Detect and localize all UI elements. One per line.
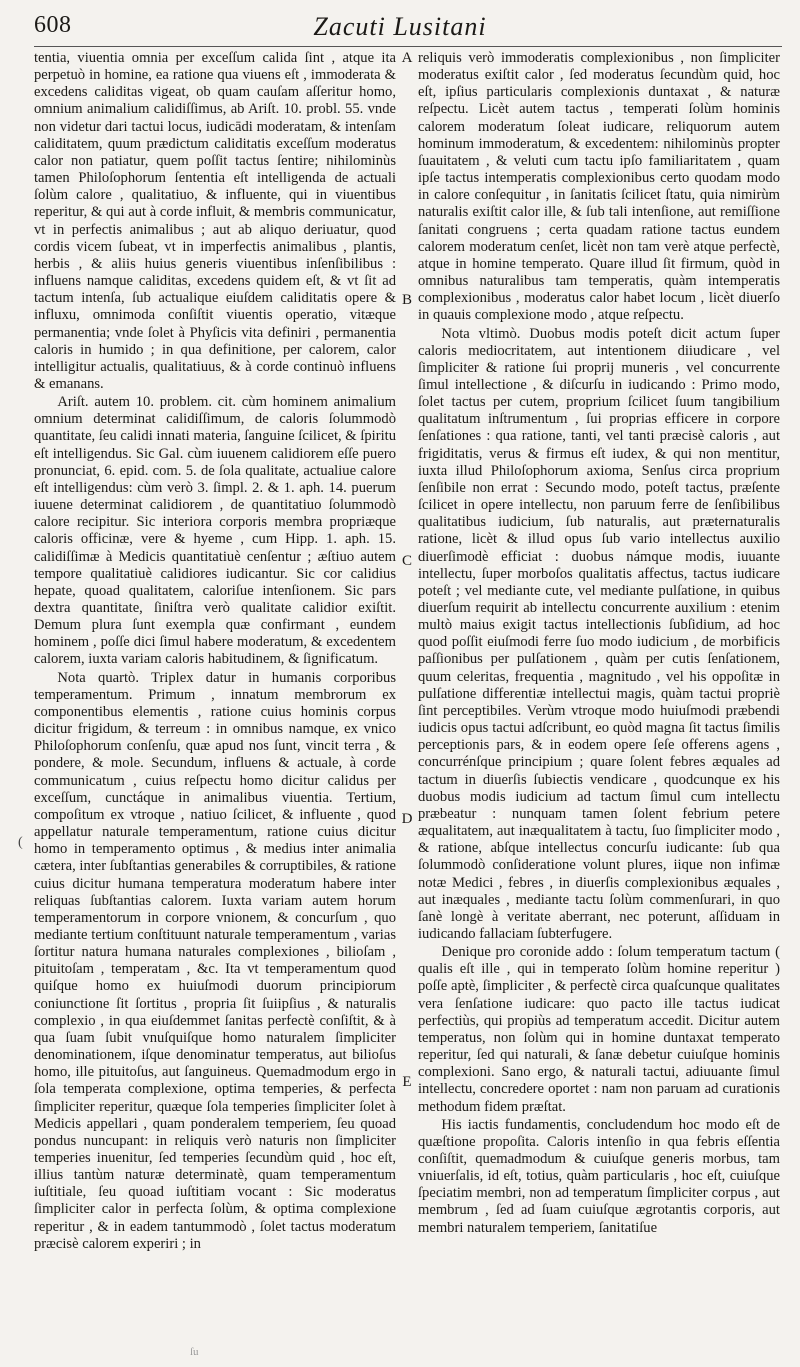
right-column <box>418 50 780 1356</box>
section-marker-a: A <box>401 50 413 66</box>
paragraph: Denique pro coronide addo : ſolum temperatum tactum ( qualis eſt ille , qui in temperato ſolùm homine reperitur ) poſſe aptè, ſimpliciter , & perfectè circa quaſcunque qualitates vera ſenſatione iudicare: quo pacto ille tactus iudicat perfectiùs, qui propiùs ad temperatum accedit. Dicitur autem temperatus, non ſolùm qui in homine duntaxat temperato reperitur, ſed qui naturali, & ſanæ debetur cuiuſque hominis complexioni. Sano ergo, & naturali tactui, adiuuante ſimul intellectu, concredere oportet : nam non paruam ad curationis methodum fidem præſtat. <box>418 944 780 1115</box>
paragraph: reliquis verò immoderatis complexionibus , non ſimpliciter moderatus exiſtit calor , ſed moderatus ſecundùm quid, hoc eſt, ipſius particularis complexionis duntaxat , & naturæ reſpectu. Licèt autem tactus , temperati ſolùm hominis calorem moderatum ſoleat iudicare, reliquorum autem hominum immoderatum, & excedentem: nihilominùs propter ſuauitatem , & veluti cum tactu ipſo familiaritatem , quam ipſe tactus intemperatis complexionibus certo quodam modo in calore conſequitur , in ſanitatis ſcilicet ſtatu, quia nimirùm naturalis exiſtit calor ille, & ſub tali intenſione, aut remiſſione ſanitati congruens ; certa quadam ratione tactus eundem calorem moderatum cenſet, licèt non tam verè atque perfectè, atque in homine temperato. Quare illud ſit firmum, quòd in omnibus naturalibus tam temperatis, quàm intemperatis complexionibus , moderatus calor habet locum , licèt diuerſo in quauis complexione modo , atque reſpectu. <box>418 50 780 324</box>
page-number: 608 <box>34 12 72 38</box>
section-marker-b: B <box>401 292 412 308</box>
running-head: Zacuti Lusitani <box>313 12 487 41</box>
paragraph: Nota quartò. Triplex datur in humanis corporibus temperamentum. Primum , innatum membrorum ex componentibus elementis , ratione cuius hominis corpus dicitur frigidum, & terreum : in omnibus namque, ex vnico Philoſophorum conſenſu, quæ apud nos ſunt, vincit terra , & pondere, & mole. Secundum, influens & actuale, à corde communicatum , cuius reſpectu homo dicitur calidus per exceſſum, cunctáque in animalibus viuentia. Tertium, compoſitum ex vtroque , natiuo ſcilicet, & influente , quod appellatur naturale temperamentum, ratione cuius dicitur homo in temperamento optimus , & medius inter animalia cætera, inter ſubſtantias generabiles & corruptibiles, & ratione cuius dicitur humana temperatura moderatum habere inter reliquas ſubſtantias calorem. Iuxta variam autem horum temperamentorum in corpore vnionem, & concurſum , quo mediante tertium conſtituunt naturale temperamentum , varias ſortitur natura humana naturales complexiones , bilioſam , pituitoſam , temperatam , &c. Ita vt temperamentum quod quiſque homo ex huiuſmodi duorum principiorum coniunctione ſit ſortitus , propria ſit ſuiipſius , & naturalis complexio , in qua eiuſdemmet ſanitas perfectè conſiſtit, & à qua ſuam ſubit vnuſquiſque homo naturalem ſimpliciter denominationem, iſque denominatur temperatus, aut bilioſus homo, ille pituitoſus, aut ſanguineus. Quemadmodum ergo in ſola temperata complexione, optima temperies, & perfecta ſimpliciter reperitur, quæque ſola temperies ſimpliciter ſolet à Medicis appellari , quam ponderalem temperiem, ſeu quoad pondus nuncupant: in reliquis verò naturis non ſimpliciter temperies inuenitur, ſed temperies ſecundùm quid , hoc eſt, illius tantùm naturæ determinatè, quam temperamentum iuſtitiale, ſeu quoad iuſtitiam vocant : Sic moderatus ſimpliciter calor in perfecta ſolùm, & optima complexione reperitur , & in eadem tantummodò , ſolet tactus moderatum præcisè calorem experiri ; in <box>34 669 396 1252</box>
left-margin-mark: ( <box>18 835 23 850</box>
section-marker-d: D <box>401 811 413 827</box>
paragraph: tentia, viuentia omnia per exceſſum calida ſint , atque ita perpetuò in homine, ea ratione qua viuens eſt , immoderata & excedens caliditas vigeat, ob quam cauſam aſſeritur homo, omnium animalium calidiſſimus, ab Ariſt. 10. probl. 55. vnde non videtur dari tactui locus, iudicādi moderatam, & intenſam caliditatem, quum prædictum caliditatis exceſſum moderatus calor non patiatur, quem poſſit tactus ſentire; nihilominùs tamen Philoſophorum ſententia eſt intelligenda de actuali ſolùm calore , qualitatiuo, & influente, qui in viuentibus reperitur, & qui aut à corde influit, & membris communicatur, vt in perfectis animalibus ; aut ab aliquo deriuatur, quod cordis vicem ſubeat, vt in imperfectis animalibus , plantis, herbis , & aliis huius generis viuentibus inſenſibilibus : influens namque caliditas, excedens quidem eſt, & vt ſit ad tactum intenſa, ſub actualique eiuſdem caliditatis opere & influxu, omnimoda conſiſtit viuentis operatio, vitæque permanentia; vnde ſolet à Phyſicis vita definiri , permanentia caloris in humido ; in qua definitione, per calorem, calor intelligitur actualis, qualitatiuus, & à corde continuò influens & emanans. <box>34 50 396 392</box>
section-marker-c: C <box>401 553 412 569</box>
paragraph: Ariſt. autem 10. problem. cit. cùm hominem animalium omnium determinat calidiſſimum, de caloris ſolummodò quantitate, ſeu calidi innati materia, ſanguine ſcilicet, & ſpiritu eſt intelligendus. Sic Gal. cùm iuuenem calidiorem eſſe puero pronunciat, 6. epid. com. 5. de ſola qualitate, actualiue calore eſt intelligendus: cùm verò 3. ſimpl. 2. & 1. aph. 14. puerum iuuene determinat calidiorem , de quantitatiuo ſolummodò calore recipitur. Sic interiora corporis membra propriæque caloris officinæ, vere & hyeme , cum Hipp. 1. aph. 15. calidiſſimæ à Medicis quantitatiuè cenſentur ; æſtiuo autem tempore qualitatiuè calidiores iudicantur. Sic cor calidius hepate, quoad qualitatem, caloriſue intenſionem. Sic pars dextra quantitate, ſiniſtra verò qualitate calidior exiſtit. Demum plura ſunt exempla quæ confirmant , eundem hominem , poſſe dici ſimul habere moderatum, & excedentem calorem, iuxta variam caloris habitudinem, & ſignificatum. <box>34 394 396 668</box>
section-marker-e: E <box>402 1074 412 1090</box>
paragraph: His iactis fundamentis, concludendum hoc modo eſt de quæſtione propoſita. Caloris intenſio in qua febris eſſentia conſiſtit, quemadmodum & cuiuſque generis morbus, tam vniuerſalis, id eſt, totius, quàm particularis , hoc eſt, cuiuſque ſpeciatim membri, non ad temperatum ſimpliciter corpus , aut membrum , ſed ad ſuam cuiuſque ægrotantis corporis, aut membri naturalem temperiem, ſanitatiſue <box>418 1116 780 1236</box>
header-rule <box>34 46 782 47</box>
footer-fragment: ſu <box>190 1346 199 1358</box>
left-column <box>34 50 396 1356</box>
paragraph: Nota vltimò. Duobus modis poteſt dicit actum ſuper caloris mediocritatem, aut intentionem diiudicare , vel ſimpliciter & ratione ſui proprij muneris , vel concurrente ſimul intellectione , & diſcurſu in iudicando : Primo modo, ſolet tactus per cutem, proprium ſcilicet ſuum tangibilium qualitatum inſtrumentum , ſui proprias efficere in corpore ſenſationes : qua ratione, tanti, vel tanti præcisè caloris , aut frigiditatis, verus & firmus eſt iudex, & qui non mentitur, iuxta illud Philoſophorum axioma, Senſus circa proprium ſenſibile non errat : Secundo modo, poteſt tactus, præſente ſcilicet in opere intellectu, non paruum ferre de ſenſibilibus qualitatibus iudicium, ſub naturalis, aut præternaturalis ratione, licèt & illud opus ſub vario intellectus auxilio diuerſimodè efficiat : duobus námque modis, iuuante intellectu, ſuper morboſos qualitatis affectus, tactus iudicare poteſt ; vel mediante cute, vel mediante pulſatione, in quibus diuerſum requirit ab intellectu concurrente auxilium : etenim multò maius exigit tactus intellectionis ſubſidium, ad hoc quod poſſit eiuſmodi ferre ſuo modo iudicium , de morbificis paſſionibus per pulſationem , quàm per cutis ſenſationem, quum celeritas, frequentia , magnitudo , vel his oppoſitæ in pulſatione differentiæ intellectui magis, quàm tactui propriè ſint perceptibiles. Verùm vtroque modo huiuſmodi præbendi iudicis opus tactui adſcribunt, eo quòd magna ſit tactus ſimilis perceptionis pars, & in eodem opere ſeſe offerens agens , concurrénſque principium ; quare ſolent febres æquales ad tactum in diuerſis ſubiectis vendicare , quodcunque ex his duobus modis iudicium ad tactum ſimul cum intellectu præbeatur : nunquam tamen ſolent febrium petere æqualitatem, aut inæqualitatem à tactu, ſuo ſimpliciter modo , & ratione, abſque intellectus concurſu iudicante: ſub qua ſolummodò conſideratione volunt plures, iique non infimæ notæ Medici , febres , in diuerſis complexionibus æquales , aut inæquales , mediante tactu ſolùm commenſurari, in quo ſanè longè à veritate aberrant, nec poterunt, aſſiduam in iudicando fallaciam ſubterfugere. <box>418 325 780 942</box>
